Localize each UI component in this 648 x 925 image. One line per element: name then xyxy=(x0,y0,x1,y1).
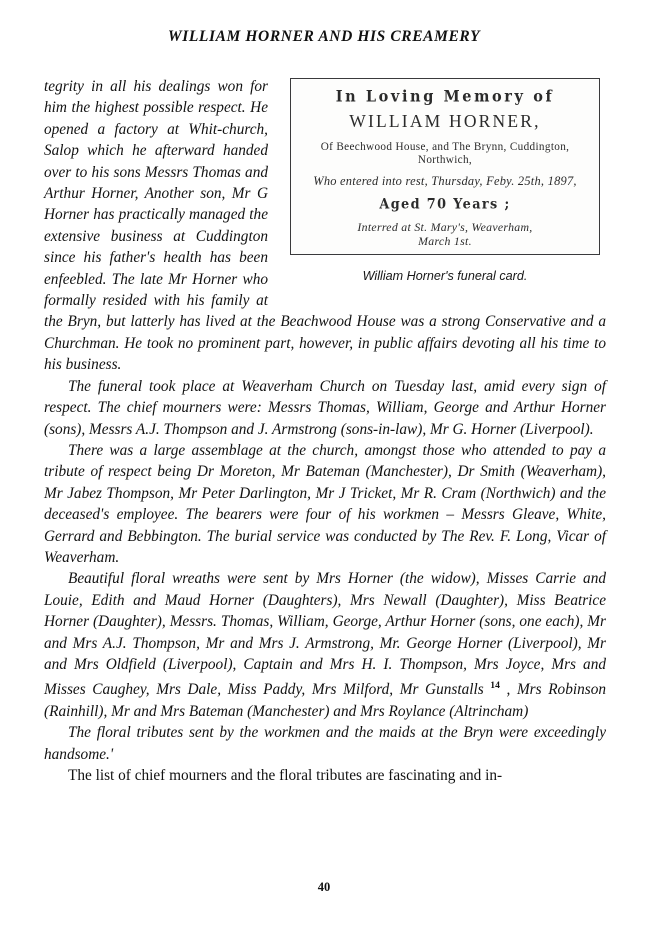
paragraph-author-comment: The list of chief mourners and the floral tributes are fascinating and in- xyxy=(68,767,503,785)
page-number: 40 xyxy=(317,880,331,894)
running-head: WILLIAM HORNER AND HIS CREAMERY xyxy=(167,28,481,45)
card-line-in-loving-memory: In Loving Memory of xyxy=(335,86,555,106)
card-line-interment-date: March 1st. xyxy=(418,234,472,249)
paragraph-tributes: The floral tributes sent by the workmen and the maids at the Bryn were exceedingly handsome.' xyxy=(44,724,606,763)
card-line-town: Northwich, xyxy=(417,154,473,167)
paragraph-wreaths xyxy=(44,568,606,722)
funeral-card-image xyxy=(290,78,600,255)
body-text-column xyxy=(44,76,606,787)
card-line-date-of-death: Who entered into rest, Thursday, Feby. 25th, 1897, xyxy=(313,173,577,188)
paragraph-wreaths-part-b: , Mrs Robinson (Rainhill), Mr and Mrs Bateman (Manchester) and Mrs Roylance (Altrincham) xyxy=(44,681,606,720)
card-line-interment: Interred at St. Mary's, Weaverham, xyxy=(357,220,533,235)
paragraph-wreaths-part-a: Beautiful floral wreaths were sent by Mrs Horner (the widow), Misses Carrie and Louie, Edith and Maud Horner (Daughters), Mrs Newall (Daughter), Miss Beatrice Horner (Daughter), Messrs. Thomas, William, George, Arthur Horner (sons, one each), Mr and Mrs A.J. Thompson, Mr and Mrs J. Armstrong, Mr. George Horner (Liverpool), Mr and Mrs Oldfield (Liverpool), Captain and Mrs H. I. Thompson, Mrs Joyce, Mrs and Misses Caughey, Mrs Dale, Miss Paddy, Mrs Milford, Mr Gunstalls xyxy=(44,570,606,699)
paragraph-assemblage: There was a large assemblage at the church, amongst those who attended to pay a tribute of respect being Dr Moreton, Mr Bateman (Manchester), Dr Smith (Weaverham), Mr Jabez Thompson, Mr Peter Darlington, Mr J Tricket, Mr R. Cram (Northwich) and the deceased's employee. The bearers were four of his workmen – Messrs Gleave, White, Gerrard and Bebbington. The burial service was conducted by The Rev. F. Long, Vicar of Weaverham. xyxy=(44,441,606,566)
footnote-marker: 14 xyxy=(490,680,500,692)
card-line-name: WILLIAM HORNER, xyxy=(349,111,541,132)
card-line-address: Of Beechwood House, and The Brynn, Cuddington, xyxy=(320,140,570,153)
paragraph-continued: tegrity in all his dealings won for him the highest possible respect. He opened a factory at Whit-church, Salop which he afterward handed over to his sons Messrs Thomas and Arthur Horner, Another son, Mr G Horner has practically managed the extensive business at Cuddington since his father's health has been enfeebled. The late Mr Horner who formally resided with his family at the Bryn, but latterly has lived at the Beachwood House was a strong Conservative and a Churchman. He took no prominent part, however, in public affairs devoting all his time to his business. xyxy=(44,78,606,374)
figure-funeral-card xyxy=(290,78,606,287)
figure-caption: William Horner's funeral card. xyxy=(362,269,528,283)
paragraph-funeral: The funeral took place at Weaverham Church on Tuesday last, amid every sign of respect. The chief mourners were: Messrs Thomas, William, George and Arthur Horner (sons), Messrs A.J. Thompson and J. Armstrong (sons-in-law), Mr G. Horner (Liverpool). xyxy=(44,377,606,438)
card-line-age: Aged 70 Years ; xyxy=(379,195,511,213)
